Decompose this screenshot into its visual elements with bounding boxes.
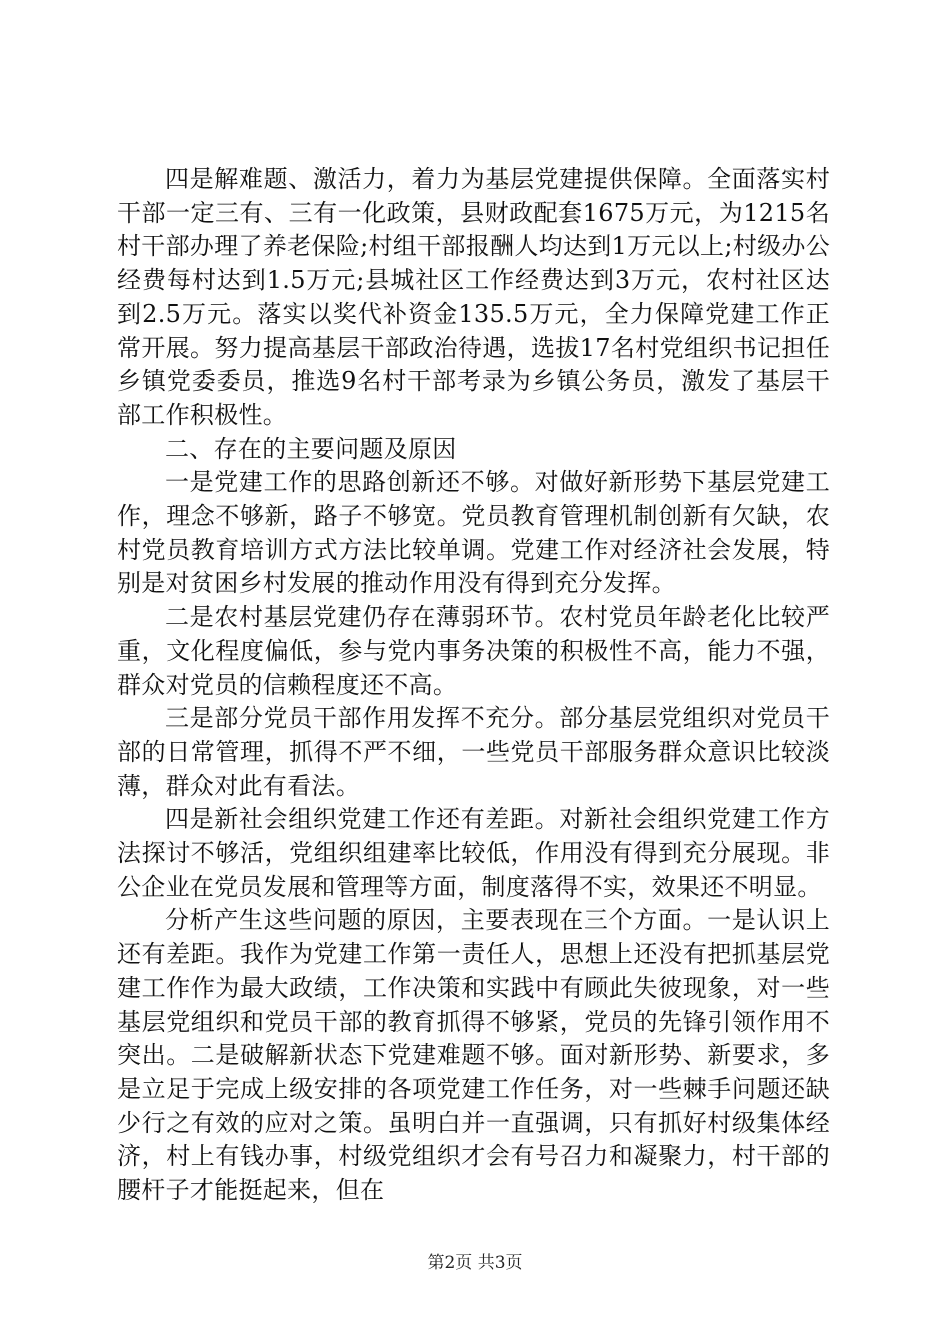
- document-body: [117, 163, 830, 1208]
- paragraph-problem-three: 三是部分党员干部作用发挥不充分。部分基层党组织对党员干部的日常管理，抓得不严不细，一些党员干部服务群众意识比较淡薄，群众对此有看法。: [117, 704, 830, 800]
- paragraph-problem-two: 二是农村基层党建仍存在薄弱环节。农村党员年龄老化比较严重，文化程度偏低，参与党内事务决策的积极性不高，能力不强，群众对党员的信赖程度还不高。: [117, 603, 830, 699]
- paragraph-problem-one: 一是党建工作的思路创新还不够。对做好新形势下基层党建工作，理念不够新，路子不够宽。党员教育管理机制创新有欠缺，农村党员教育培训方式方法比较单调。党建工作对经济社会发展，特别是对贫困乡村发展的推动作用没有得到充分发挥。: [117, 468, 830, 598]
- paragraph-safeguards: 四是解难题、激活力，着力为基层党建提供保障。全面落实村干部一定三有、三有一化政策，县财政配套1675万元，为1215名村干部办理了养老保险;村组干部报酬人均达到1万元以上;村级办公经费每村达到1.5万元;县城社区工作经费达到3万元，农村社区达到2.5万元。落实以奖代补资金135.5万元，全力保障党建工作正常开展。努力提高基层干部政治待遇，选拔17名村党组织书记担任乡镇党委委员，推选9名村干部考录为乡镇公务员，激发了基层干部工作积极性。: [117, 165, 830, 429]
- paragraph-cause-analysis: 分析产生这些问题的原因，主要表现在三个方面。一是认识上还有差距。我作为党建工作第一责任人，思想上还没有把抓基层党建工作作为最大政绩，工作决策和实践中有顾此失彼现象，对一些基层党组织和党员干部的教育抓得不够紧，党员的先锋引领作用不突出。二是破解新状态下党建难题不够。面对新形势、新要求，多是立足于完成上级安排的各项党建工作任务，对一些棘手问题还缺少行之有效的应对之策。虽明白并一直强调，只有抓好村级集体经济，村上有钱办事，村级党组织才会有号召力和凝聚力，村干部的腰杆子才能挺起来，但在: [117, 906, 830, 1205]
- page-number-footer: 第2页 共3页: [427, 1253, 523, 1273]
- paragraph-problem-four: 四是新社会组织党建工作还有差距。对新社会组织党建工作方法探讨不够活，党组织组建率比较低，作用没有得到充分展现。非公企业在党员发展和管理等方面，制度落得不实，效果还不明显。: [117, 805, 830, 901]
- section-heading-problems: 二、存在的主要问题及原因: [165, 434, 457, 463]
